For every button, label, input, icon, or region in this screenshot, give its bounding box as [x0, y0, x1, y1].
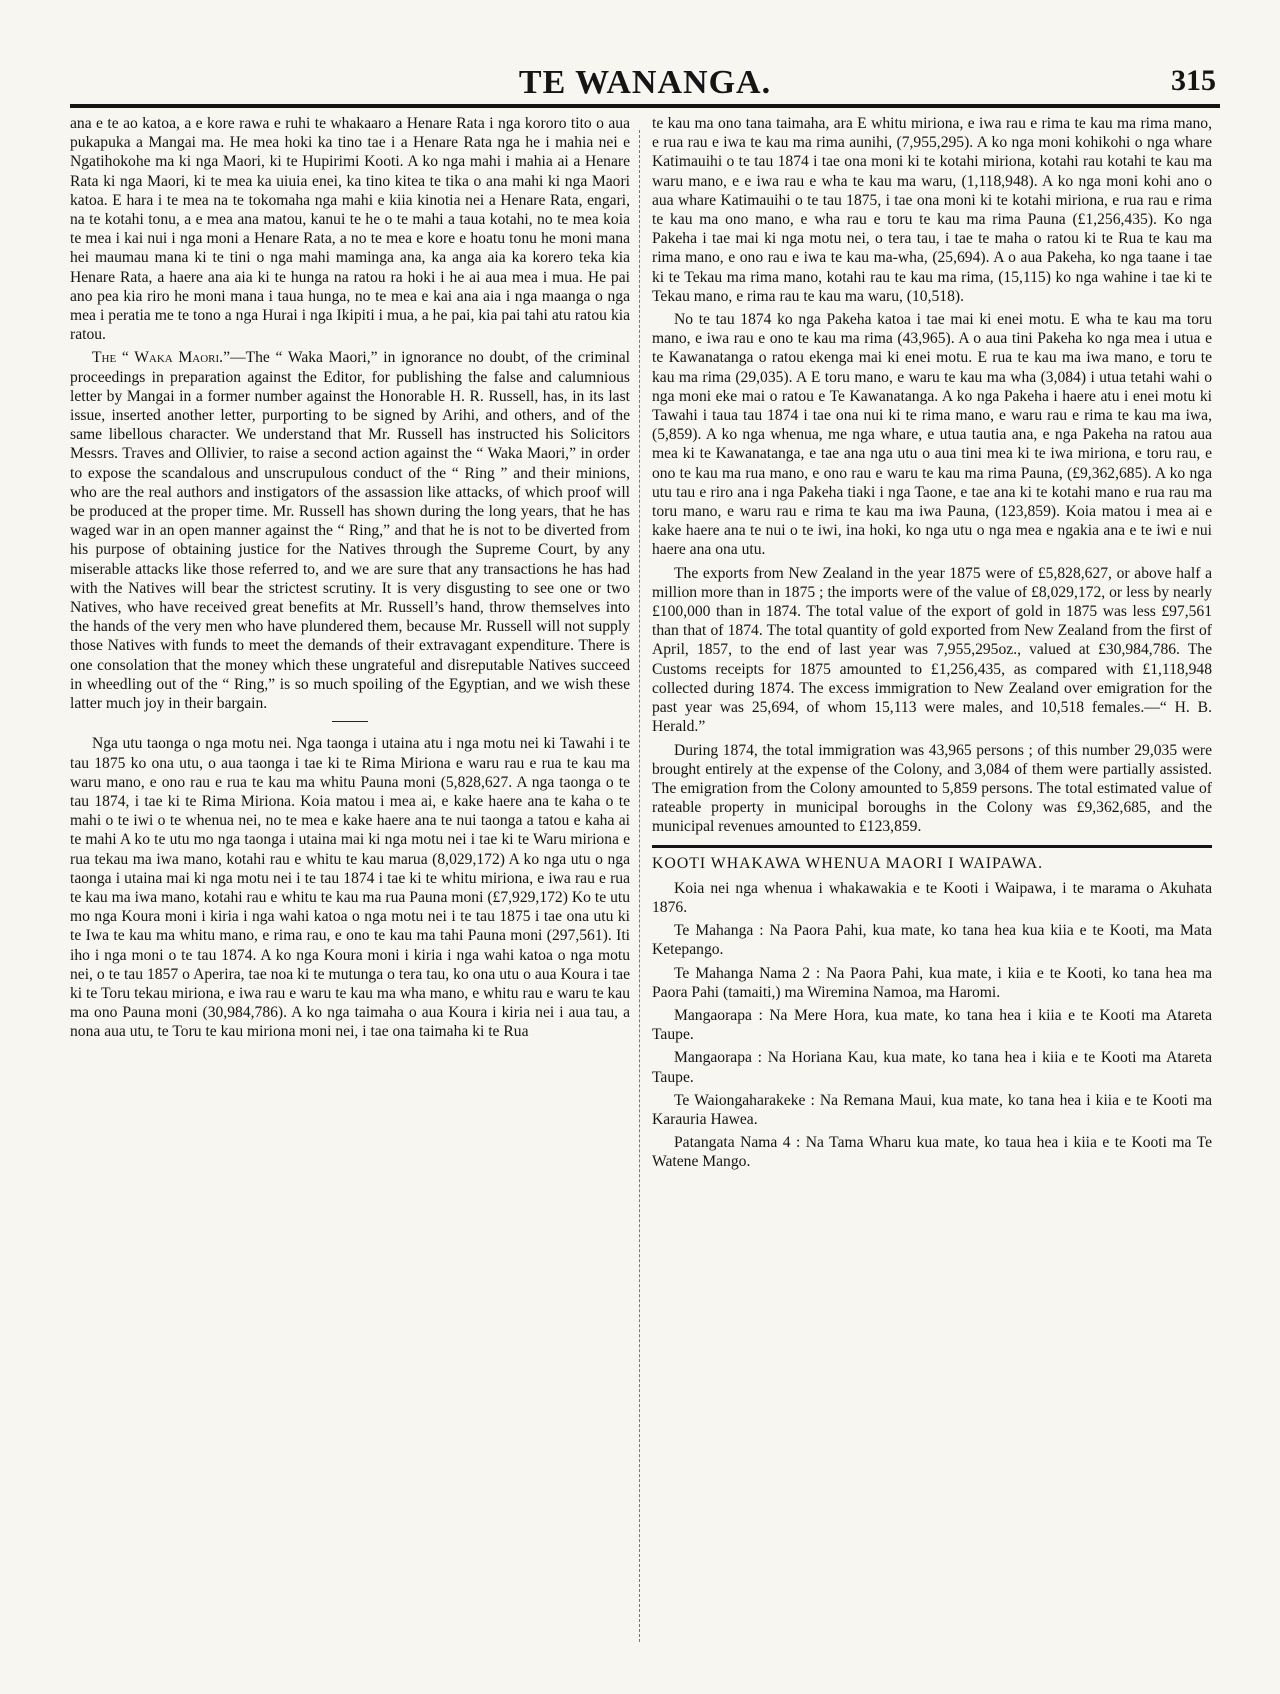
article-lead: The “ Waka Maori.” [92, 349, 231, 367]
header-rule [70, 104, 1220, 108]
article-paragraph: During 1874, the total immigration was 43,965 persons ; of this number 29,035 were brought entirely at the expense of the Colony, and 3,084 of them were partially assisted. The emigration from the Colony amounted to 5,859 persons. The total estimated value of rateable property in municipal boroughs in the Colony was £9,362,685, and the municipal revenues amounted to £123,859. [652, 741, 1212, 836]
article-paragraph: ana e te ao katoa, a e kore rawa e ruhi te whakaaro a Henare Rata i nga kororo tito o aua pukapuka a Mangai ma. He mea hoki ka tino tae i a Henare Rata nga he i mahia nei e Ngatihokohe ma ki nga Maori, ki te Hupirimi Kooti. A ko nga mahi i mahia ai a Henare Rata ki nga Maori, ki te mea ka uiuia enei, ka tino kitea te tika o ana mahi ki nga Maori katoa. E hara i te mea na te tokomaha nga mahi e kiia kinotia nei a Henare Rata, engari, na te kotahi tonu, a e mea ana matou, kanui te he o te mahi a taua kotahi, no te mea koia te mea i kai nui i nga moni a Henare Rata, a no te mea e kore e hoatu tonu he moni mana hei maumau mana ki te tini o nga mahi maminga ana, ka anga aia ka korero teka kia Henare Rata, a haere ana aia ki te hunga na ratou ra hoki i he ai aua mea i mua. He pai ano pea kia riro he moni mana i taua hunga, no te mea e kai ana aia i nga maanga o nga mea i peratia me te tono a nga Hurai i nga Ikipiti i mua, a he pai, kia pai tahi atu ratou kia ratou. [70, 115, 630, 344]
kooti-item: Te Waiongaharakeke : Na Remana Maui, kua mate, ko tana hea i kiia e te Kooti ma Karauria Hawea. [652, 1091, 1212, 1128]
kooti-item: Mangaorapa : Na Horiana Kau, kua mate, ko tana hea i kiia e te Kooti ma Atareta Taupe. [652, 1049, 1212, 1086]
column-divider [639, 130, 640, 1642]
article-paragraph: The exports from New Zealand in the year 1875 were of £5,828,627, or above half a million more than in 1875 ; the imports were of the value of £8,029,172, or less by nearly £100,000 than in 1874. The total value of the export of gold in 1875 was less £97,561 than that of 1874. The total quantity of gold exported from New Zealand from the first of April, 1857, to the end of last year was 7,955,295oz., valued at £30,984,786. The Customs receipts for 1875 amounted to £1,256,435, as compared with £1,118,948 collected during 1874. The excess immigration to New Zealand over emigration for the past year was 25,694, of whom 15,113 were males, and 10,518 females.—“ H. B. Herald.” [652, 564, 1212, 736]
section-heading: KOOTI WHAKAWA WHENUA MAORI I WAIPAWA. [652, 854, 1044, 872]
kooti-item: Te Mahanga : Na Paora Pahi, kua mate, ko tana hea kua kiia e te Kooti, ma Mata Ketepango. [652, 922, 1212, 959]
right-column [652, 114, 1212, 1176]
section-separator [332, 721, 368, 722]
section-rule [652, 845, 1212, 848]
article-paragraph: Nga utu taonga o nga motu nei. Nga taonga i utaina atu i nga motu nei ki Tawahi i te tau 1875 ko ona utu, o aua taonga i tae ki te Rima Miriona e waru rau e rua te kau ma waru mano, e ono rau e rua te kau ma whitu Pauna moni (5,828,627. A nga taonga o te tau 1874, i tae ki te Rima Miriona. Koia matou i mea ai, e kake haere ana te kaha o te mahi o te iwi o te whenua nei, no te mea e kake haere ana te nui taonga a tatou e kaha ai te mahi A ko te utu mo nga taonga i utaina mai ki nga motu nei i tae ki te Waru miriona e rua tekau ma iwa mano, kotahi rau e whitu te kau marua (8,029,172) A ko nga utu o nga taonga i utaina mai ki nga motu nei i te tau 1874 i tae ki te whitu miriona, e iwa rau e rua te kau ma iwa mano, kotahi rau e whitu te kau ma rua Pauna moni (£7,929,172) Ko te utu mo nga Koura moni i kiria i nga wahi katoa o nga motu nei i te tau 1875 i tae ona utu ki te Iwa te kau ma whitu mano, e rima rau, e ono te kau ma tahi Pauna moni (297,561). Iti iho i nga moni o te tau 1874. A ko nga Koura moni i kiria i nga wahi katoa o nga motu nei, o te tau 1857 o Aperira, tae noa ki te mutunga o tera tau, ko ona utu o aua Koura i tae ki te Toru tekau miriona, e iwa rau e waru te kau ma wha mano, e whitu rau e waru te kau ma ono Pauna moni (30,984,786). A ko nga taimaha o aua Koura i kiria nei i aua tau, a nona aua utu, te Toru te kau miriona moni nei, i tae ona taimaha ki te Rua [70, 735, 630, 1041]
article-body: —The “ Waka Maori,” in ignorance no doubt, of the criminal proceedings in preparation against the Editor, for publishing the false and calumnious letter by Mangai in a former number against the Honorable H. R. Russell, has, in its last issue, inserted another letter, purporting to be signed by Arihi, and others, and of the same libellous character. We understand that Mr. Russell has instructed his Solicitors Messrs. Traves and Ollivier, to raise a second action against the “ Waka Maori,” in order to expose the scandalous and unscrupulous conduct of the “ Ring ” and their minions, who are the real authors and instigators of the assassion like attacks, of which proof will be produced at the proper time. Mr. Russell has shown during the long years, that he has waged war in an open manner against the “ Ring,” and that he is not to be diverted from his purpose of obtaining justice for the Natives through the Supreme Court, by any miserable attacks like those referred to, and we are sure that any transactions he has had with the Natives will bear the strictest scrutiny. It is very disgusting to see one or two Natives, who have received great benefits at Mr. Russell’s hand, throw themselves into the hands of the very men who have plundered them, because Mr. Russell will not supply those Natives with funds to meet the demands of their extravagant expenditure. There is one consolation that the money which these ungrateful and disreputable Natives succeed in wheedling out of the “ Ring,” is so much spoiling of the Egyptian, and we wish these latter much joy in their bargain. [70, 349, 630, 713]
page-number: 315 [1171, 64, 1216, 97]
kooti-item: Te Mahanga Nama 2 : Na Paora Pahi, kua mate, i kiia e te Kooti, ko tana hea ma Paora Pahi (tamaiti,) ma Wiremina Namoa, ma Haromi. [652, 964, 1212, 1001]
article-paragraph: te kau ma ono tana taimaha, ara E whitu miriona, e iwa rau e rima te kau ma rima mano, e rua rau e iwa te kau ma rima aunihi, (7,955,295). A ko nga moni kohikohi o nga whare Katimauihi o te tau 1874 i tae ona moni ki te kotahi miriona, kotahi rau kotahi te kau ma waru mano, e e iwa rau e wha te kau ma waru, (1,118,948). A ko nga moni kohi ano o aua whare Katimauihi o te tau 1875, i tae ona moni ki te kotahi miriona, e rua rau e rima te kau ma ono mano, e wha rau e toru te kau ma rima Pauna (£1,256,435). Ko nga Pakeha i tae mai ki nga motu nei, o tera tau, i tae te maha o ratou ki te Rua te kau ma rima mano, e ono rau e iwa te kau ma-wha, (25,694). A o aua Pakeha, ko nga taane i tae ki te Tekau ma rima mano, kotahi rau te kau ma rima, (15,115) ko nga wahine i tae ki te Tekau mano, e rima rau te kau ma waru, (10,518). [652, 115, 1212, 305]
kooti-intro: Koia nei nga whenua i whakawakia e te Kooti i Waipawa, i te marama o Akuhata 1876. [652, 879, 1212, 916]
masthead-title: TE WANANGA. [518, 64, 772, 101]
page-header [70, 64, 1220, 104]
article-paragraph [70, 348, 630, 713]
kooti-item: Patangata Nama 4 : Na Tama Wharu kua mate, ko taua hea i kiia e te Kooti ma Te Watene Mango. [652, 1134, 1212, 1171]
left-column [70, 114, 630, 1046]
article-paragraph: No te tau 1874 ko nga Pakeha katoa i tae mai ki enei motu. E wha te kau ma toru mano, e iwa rau e ono te kau ma rima (43,965). A o aua tini Pakeha ko nga mea i utua e te Kawanatanga o ratou ekenga mai ki enei motu. E rua te kau ma iwa mano, e toru te kau ma rima (29,035). A E toru mano, e waru te kau ma wha (3,084) i utua tetahi wahi o nga moni eke mai o ratou e Te Kawanatanga. A ko nga Pakeha i haere atu i enei motu ki Tawahi i taua tau 1874 i tae ona nui ki te rima mano, e waru rau e rima te kau ma iwa, (5,859). A ko nga whenua, me nga whare, e utua tautia ana, e nga Pakeha na ratou aua mea ki te Kawanatanga, e tae ana nga utu o aua tini mea ki te iwa miriona, e toru rau, e ono te kau ma rua mano, e ono rau e waru te kau ma rima Pauna, (£9,362,685). A ko nga utu tau e riro ana i nga Pakeha tiaki i nga Taone, e tae ana ki te kotahi mano e rua rau ma toru mano, e waru rau e rima te kau ma iwa Pauna, (123,859). Koia matou i mea ai e kake haere ana te nui o te iwi, ina hoki, ko nga utu o nga mea e ngakia ana e te iwi e nui haere ana ona utu. [652, 311, 1212, 559]
kooti-item: Mangaorapa : Na Mere Hora, kua mate, ko tana hea i kiia e te Kooti ma Atareta Taupe. [652, 1006, 1212, 1044]
